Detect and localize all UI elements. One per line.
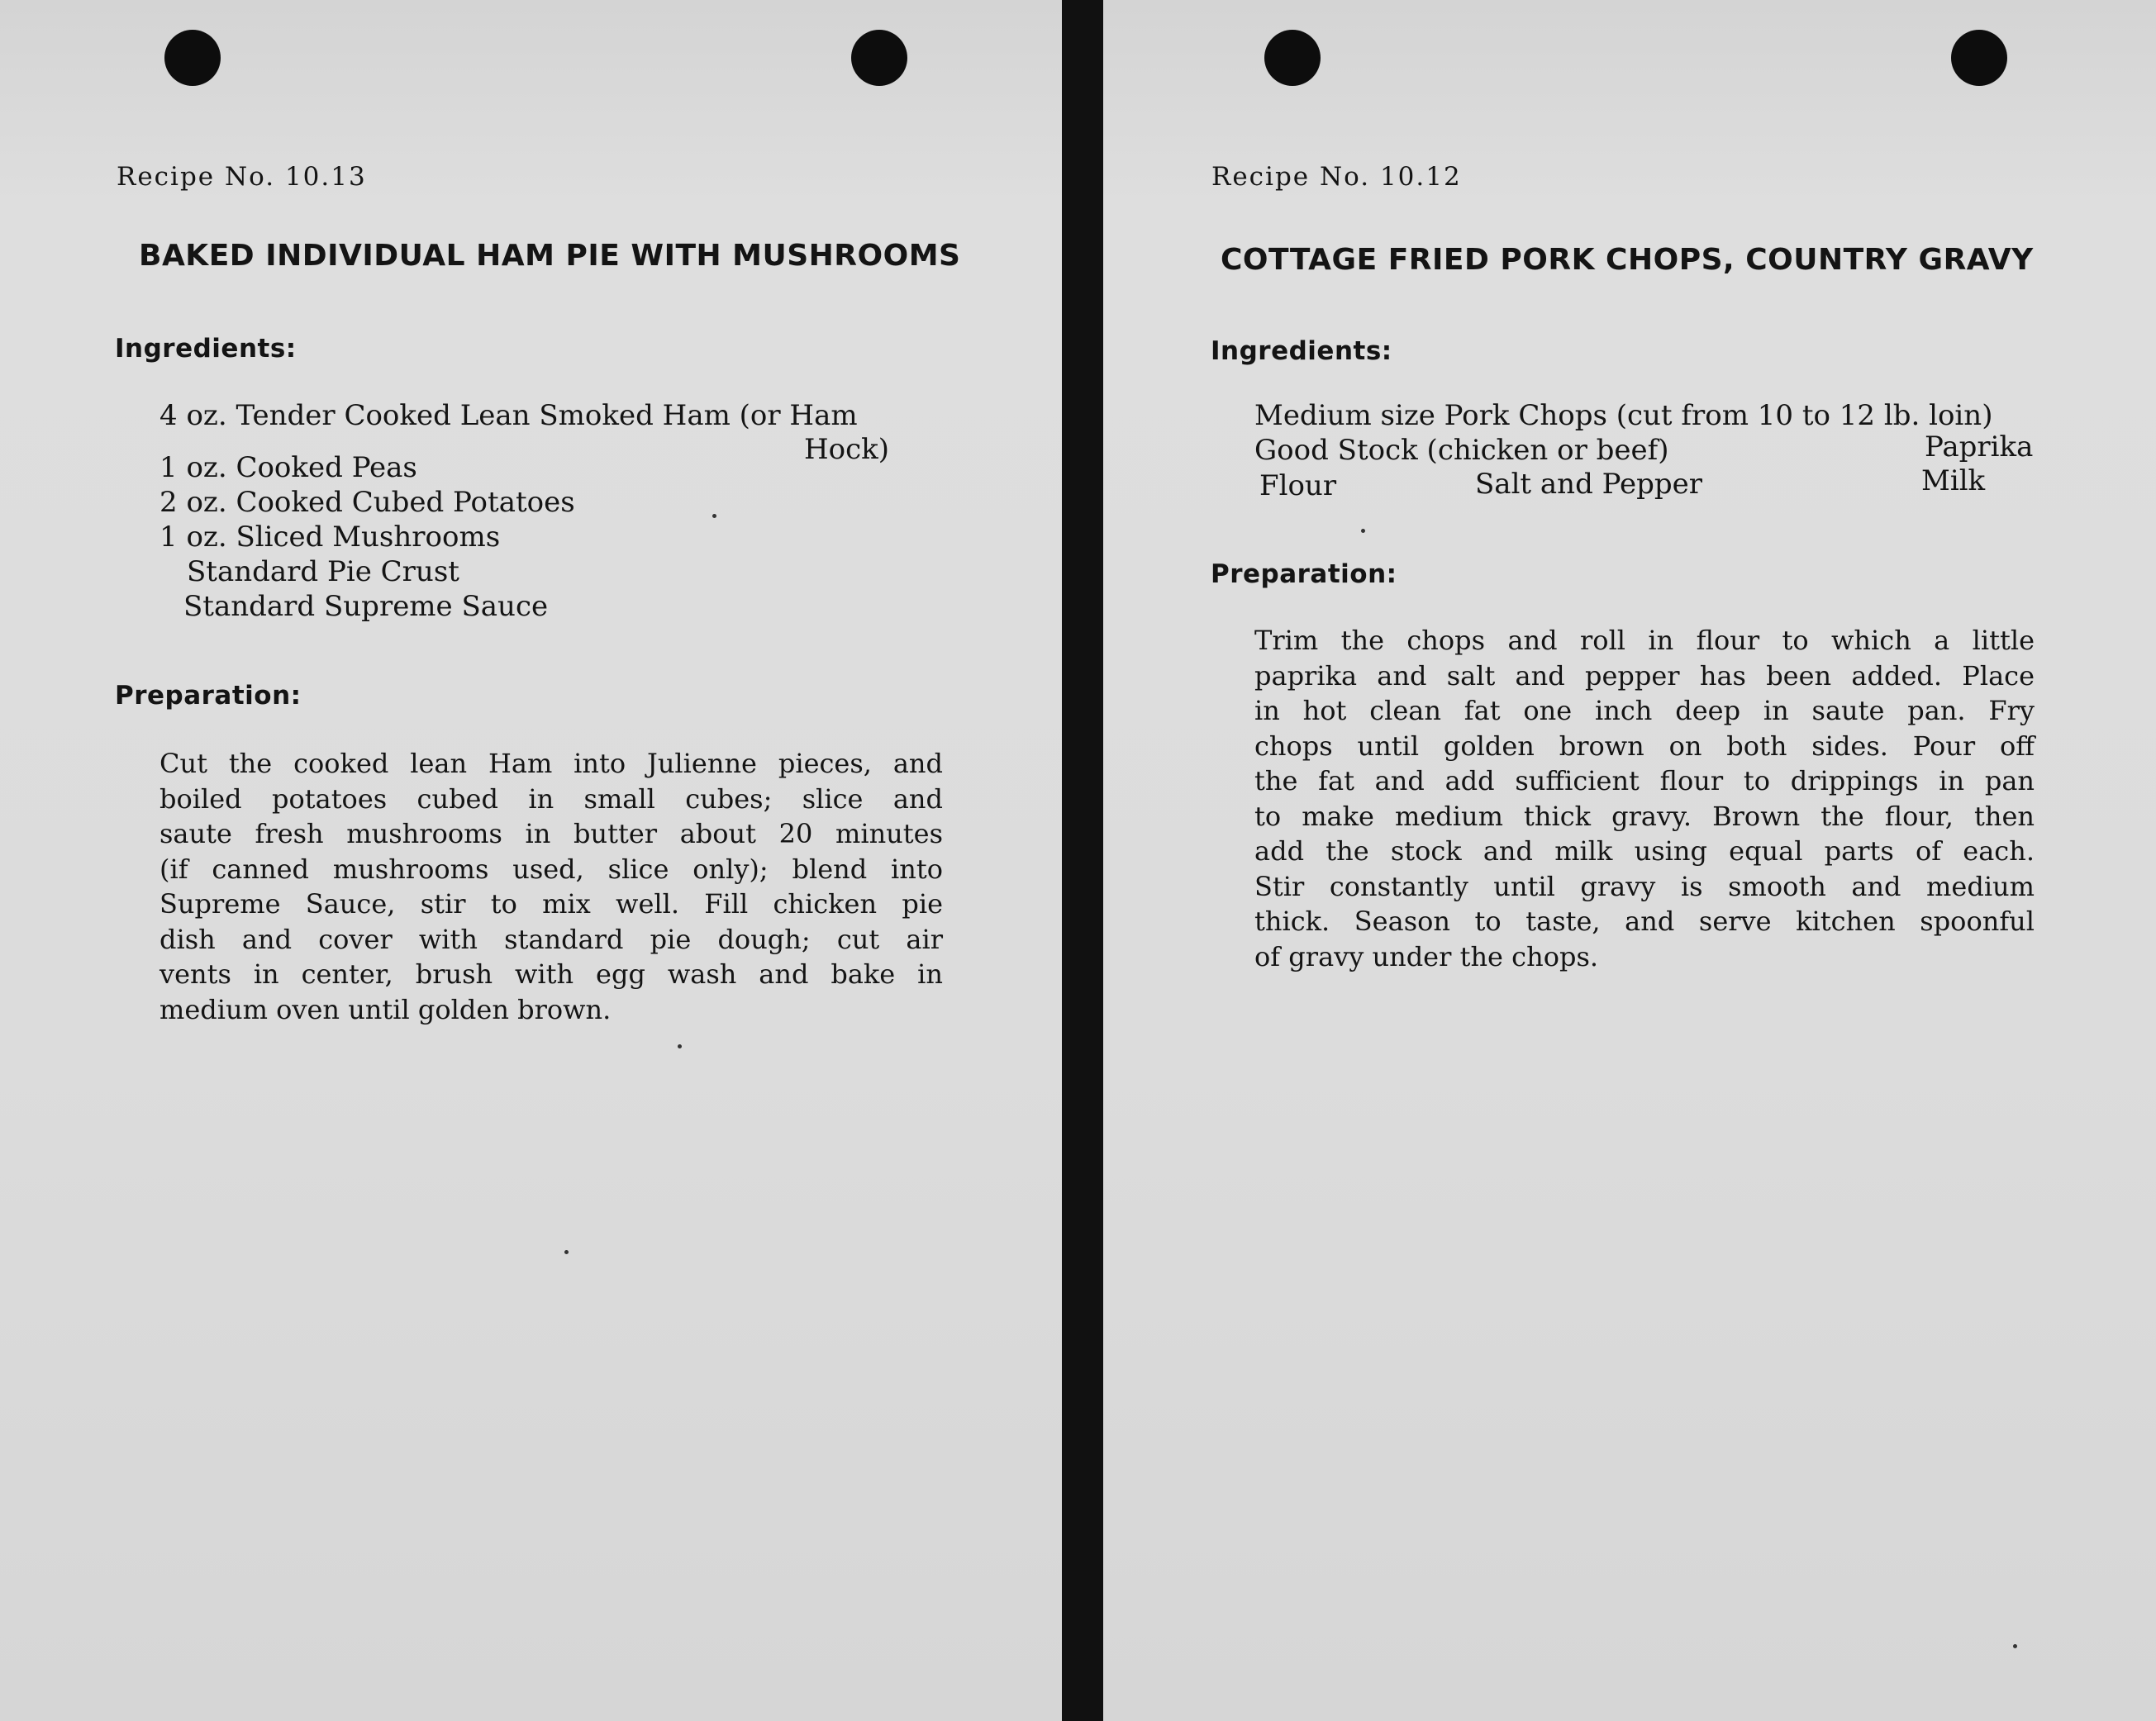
preparation-line: dish and cover with standard pie dough; cut air	[159, 923, 943, 955]
paper-speck	[678, 1044, 682, 1048]
punch-hole-left	[1264, 30, 1321, 86]
punch-hole-right	[1951, 30, 2007, 86]
recipe-title: BAKED INDIVIDUAL HAM PIE WITH MUSHROOMS	[139, 239, 961, 273]
punch-hole-left	[164, 30, 221, 86]
paper-speck	[712, 514, 716, 518]
preparation-line: (if canned mushrooms used, slice only); blend into	[159, 853, 943, 885]
preparation-line: boiled potatoes cubed in small cubes; slice and	[159, 782, 943, 815]
preparation-line: the fat and add sufficient flour to drippings in pan	[1254, 765, 2035, 796]
ingredient-line: 2 oz. Cooked Cubed Potatoes	[159, 486, 575, 519]
recipe-card-10-12	[1103, 0, 2156, 1721]
preparation-line: saute fresh mushrooms in butter about 20 minutes	[159, 818, 943, 849]
ingredient-line: 1 oz. Sliced Mushrooms	[159, 521, 501, 554]
preparation-line: Supreme Sauce, stir to mix well. Fill chicken pie	[159, 888, 943, 920]
preparation-line: of gravy under the chops.	[1254, 940, 1599, 972]
ingredient-line: Standard Supreme Sauce	[183, 590, 549, 623]
paper-speck	[1361, 529, 1365, 533]
ingredient-line: Salt and Pepper	[1475, 468, 1703, 501]
ingredient-line: 1 oz. Cooked Peas	[159, 451, 417, 484]
preparation-line: Stir constantly until gravy is smooth and medium	[1254, 870, 2035, 902]
preparation-heading: Preparation:	[1211, 559, 1397, 589]
ingredient-line: Medium size Pork Chops (cut from 10 to 12 lb. loin)	[1254, 399, 1993, 432]
ingredient-line: Paprika	[1925, 430, 2034, 464]
ingredient-line: Good Stock (chicken or beef)	[1254, 434, 1669, 467]
preparation-heading: Preparation:	[115, 681, 302, 711]
preparation-line: Cut the cooked lean Ham into Julienne pieces, and	[159, 748, 943, 779]
preparation-line: add the stock and milk using equal parts of each.	[1254, 835, 2035, 867]
preparation-line: paprika and salt and pepper has been added. Place	[1254, 659, 2035, 692]
paper-speck	[564, 1250, 569, 1254]
ingredient-line: Milk	[1921, 464, 1986, 497]
ingredient-line: Standard Pie Crust	[187, 555, 459, 588]
recipe-card-10-13	[0, 0, 1062, 1721]
preparation-line: vents in center, brush with egg wash and bake in	[159, 958, 943, 990]
preparation-line: to make medium thick gravy. Brown the flour, then	[1254, 800, 2035, 832]
preparation-line: in hot clean fat one inch deep in saute pan. Fry	[1254, 695, 2035, 726]
ingredients-heading: Ingredients:	[1211, 336, 1392, 366]
preparation-line: Trim the chops and roll in flour to which a little	[1254, 625, 2035, 656]
preparation-line: medium oven until golden brown.	[159, 993, 612, 1025]
recipe-title: COTTAGE FRIED PORK CHOPS, COUNTRY GRAVY	[1221, 243, 2034, 277]
preparation-text	[1254, 623, 2035, 974]
preparation-text	[159, 746, 943, 1027]
punch-hole-right	[851, 30, 907, 86]
recipe-number: Recipe No. 10.12	[1211, 162, 1462, 192]
ingredient-line: 4 oz. Tender Cooked Lean Smoked Ham (or Ham	[159, 399, 858, 432]
preparation-line: thick. Season to taste, and serve kitchen spoonful	[1254, 906, 2035, 937]
ingredient-line: Flour	[1259, 469, 1337, 502]
ingredient-line: Hock)	[804, 433, 890, 466]
recipe-number: Recipe No. 10.13	[117, 162, 367, 192]
paper-speck	[2013, 1644, 2017, 1648]
preparation-line: chops until golden brown on both sides. Pour off	[1254, 730, 2035, 762]
ingredients-heading: Ingredients:	[115, 334, 297, 364]
